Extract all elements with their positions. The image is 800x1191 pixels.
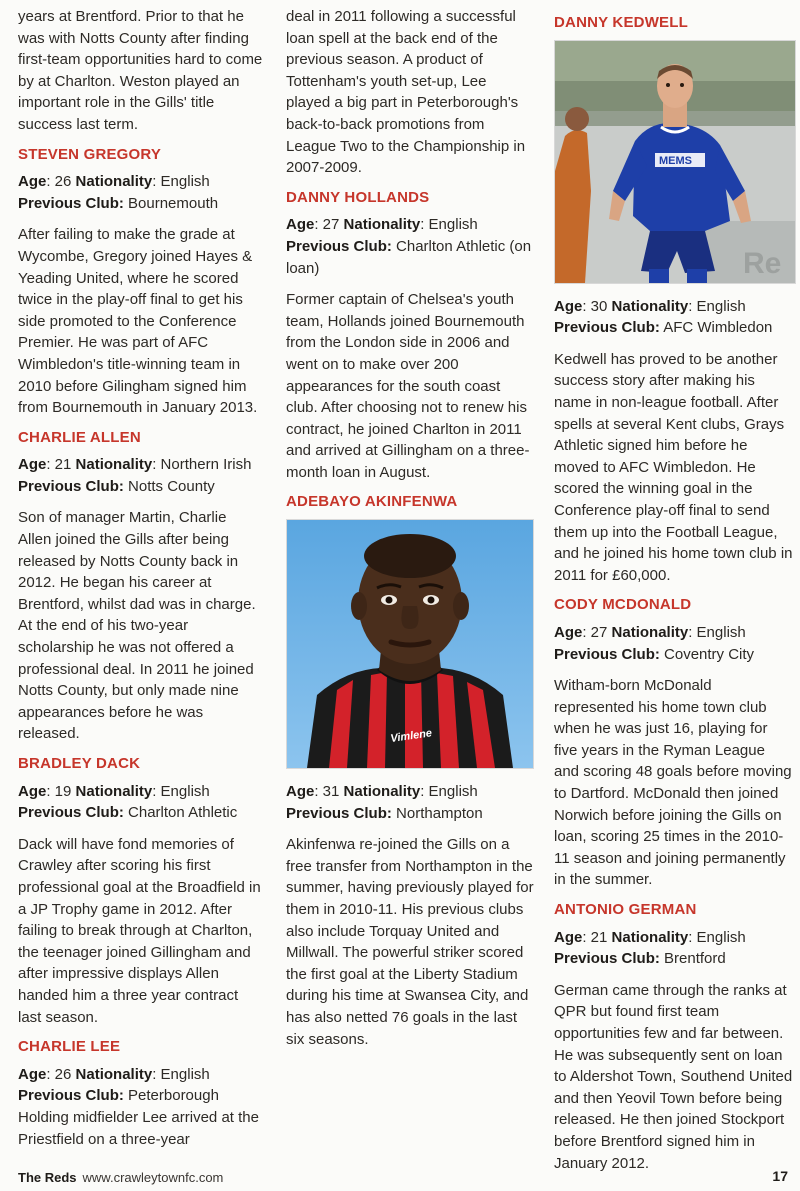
player-name: BRADLEY DACK [18, 755, 141, 772]
previous-club-value: Northampton [391, 804, 483, 822]
age-label: Age [286, 783, 315, 801]
player-profile-antonio-german [554, 899, 794, 1174]
previous-club-value: Peterborough [123, 1087, 219, 1105]
player-bio: Akinfenwa re-joined the Gills on a free transfer from Northampton in the summer, having previously played for them in 2010-11. His previous clubs also include Torquay United and Millwall. The powerful striker scored the first goal at the Liberty Stadium during his time at Swansea City, and has also netted 76 goals in the last six seasons. [286, 836, 534, 1048]
background-signage-text: Re [743, 246, 782, 280]
player-profile-steven-gregory [18, 144, 263, 419]
age-value: : 31 [314, 783, 344, 801]
article-column-3 [554, 6, 794, 1182]
age-value: : 30 [582, 297, 612, 315]
previous-club-value: AFC Wimbledon [659, 319, 773, 337]
nationality-label: Nationality [75, 1065, 153, 1083]
player-name: DANNY KEDWELL [554, 14, 688, 31]
previous-club-value: Charlton Athletic (on loan) [286, 237, 532, 277]
previous-club-label: Previous Club: [18, 194, 124, 212]
player-name: DANNY HOLLANDS [286, 188, 430, 206]
player-stats [554, 927, 794, 970]
player-profile-danny-hollands [286, 187, 534, 484]
continued-text: deal in 2011 following a successful loan spell at the back end of the previous season. A product of Tottenham's youth set-up, Lee played a big part in Peterborough's back-to-back promotions from League Two to the Championship in 2007-2009. [286, 8, 526, 177]
player-name: ANTONIO GERMAN [554, 901, 697, 919]
player-stats [554, 622, 794, 665]
previous-club-value: Charlton Athletic [123, 804, 238, 822]
player-bio: Witham-born McDonald represented his home town club when he was just 16, playing for five years in the Ryman League and scoring 48 goals before moving to Dartford. McDonald then joined Norwich before joining the Gills on loan, scoring 25 times in the 2010-11 season and joining permanently in the summer. [554, 677, 792, 889]
nationality-value: : English [688, 928, 746, 946]
nationality-value: : English [420, 216, 478, 234]
age-value: : 26 [46, 173, 76, 191]
age-value: : 21 [46, 456, 76, 474]
nationality-label: Nationality [75, 782, 153, 800]
akinfenwa-illustration [287, 520, 533, 768]
shirt-sponsor-text: MEMS [659, 154, 692, 167]
player-stats [286, 214, 534, 279]
previous-club-value: Bournemouth [123, 194, 219, 212]
nationality-value: : English [420, 783, 478, 801]
nationality-label: Nationality [75, 456, 153, 474]
page-footer [18, 1170, 223, 1185]
player-stats [18, 454, 263, 497]
nationality-label: Nationality [343, 783, 421, 801]
player-stats [286, 781, 534, 824]
previous-club-value: Coventry City [659, 645, 755, 663]
player-photo-kedwell [554, 40, 796, 284]
player-bio: German came through the ranks at QPR but found first team opportunities few and far between. He was subsequently sent on loan to Aldershot Town, Southend United and then Yeovil Town before being released. He then joined Stockport before Brentford signed him in January 2012. [554, 981, 793, 1172]
age-value: : 27 [314, 216, 344, 234]
article-column-2 [286, 6, 534, 1058]
player-bio: Son of manager Martin, Charlie Allen joined the Gills after being released by Notts County back in 2012. He began his career at Brentford, whilst dad was in charge. At the end of his two-year scholarship he was not offered a professional deal. In 2011 he joined Notts County, but only made nine appearances before he was released. [18, 509, 256, 743]
nationality-value: : English [152, 1065, 210, 1083]
player-profile-adebayo-akinfenwa [286, 491, 534, 1050]
player-name: CODY MCDONALD [554, 596, 692, 614]
previous-club-label: Previous Club: [554, 645, 660, 663]
kedwell-illustration [555, 41, 795, 283]
nationality-value: : English [152, 782, 210, 800]
footer-brand: The Reds [18, 1170, 77, 1185]
nationality-value: : English [152, 173, 210, 191]
player-bio: Dack will have fond memories of Crawley after scoring his first professional goal at the Broadfield in a JP Trophy game in 2012. After failing to break through at Charlton, the teenager joined Gillingham and after impressive displays Allen handed him a three year contract last season. [18, 835, 261, 1026]
player-stats [18, 1064, 263, 1107]
age-label: Age [18, 1065, 47, 1083]
shirt-sponsor-text: Vimlene [389, 727, 433, 746]
age-label: Age [554, 297, 583, 315]
age-label: Age [554, 623, 583, 641]
age-label: Age [18, 173, 47, 191]
player-profile-charlie-allen [18, 427, 263, 745]
player-photo-akinfenwa [286, 519, 534, 769]
previous-club-value: Brentford [659, 950, 726, 968]
nationality-label: Nationality [343, 216, 421, 234]
player-bio: After failing to make the grade at Wycombe, Gregory joined Hayes & Yeading United, where he scored twice in the play-off final to get his side promoted to the Conference Premier. He was part of AFC Wimbledon's title-winning team in 2010 before Gilingham signed him from Bournemouth in January 2013. [18, 226, 258, 417]
player-stats [554, 296, 794, 339]
previous-club-label: Previous Club: [286, 237, 392, 255]
article-column-1 [18, 6, 263, 1158]
nationality-value: : Northern Irish [152, 456, 252, 474]
previous-club-label: Previous Club: [18, 477, 124, 495]
previous-club-label: Previous Club: [18, 1087, 124, 1105]
player-name: ADEBAYO AKINFENWA [286, 493, 458, 511]
player-stats [18, 171, 263, 214]
player-profile-cody-mcdonald [554, 594, 794, 891]
player-bio: Former captain of Chelsea's youth team, Hollands joined Bournemouth from the London side in 2006 and went on to make over 200 appearances for the south coast club. After choosing not to renew his contract, he joined Charlton in 2011 and arrived at Gillingham on a three-month loan in August. [286, 291, 530, 481]
previous-club-label: Previous Club: [18, 804, 124, 822]
player-stats [18, 781, 263, 824]
previous-club-value: Notts County [123, 477, 215, 495]
nationality-value: : English [688, 297, 746, 315]
nationality-label: Nationality [611, 623, 689, 641]
age-label: Age [18, 456, 47, 474]
player-profile-bradley-dack [18, 753, 263, 1028]
nationality-value: : English [688, 623, 746, 641]
footer-url: www.crawleytownfc.com [82, 1170, 224, 1185]
player-profile-charlie-lee [18, 1036, 263, 1150]
age-value: : 19 [46, 782, 76, 800]
player-name: STEVEN GREGORY [18, 145, 162, 163]
page-number: 17 [772, 1168, 788, 1184]
continued-text: years at Brentford. Prior to that he was with Notts County after finding first-team opportunities hard to come by at Charlton. Weston played an important role in the Gills' title success last term. [18, 8, 263, 133]
previous-club-label: Previous Club: [554, 319, 660, 337]
player-bio: Kedwell has proved to be another success story after making his name in non-league football. After spells at several Kent clubs, Grays Athletic signed him before he moved to AFC Wimbledon. He scored the winning goal in the Conference play-off final to send them up into the Football League, and he joined his home town club in 2011 for £60,000. [554, 350, 793, 584]
player-profile-danny-kedwell [554, 12, 794, 586]
age-label: Age [286, 216, 315, 234]
nationality-label: Nationality [75, 173, 153, 191]
age-label: Age [554, 928, 583, 946]
player-bio: Holding midfielder Lee arrived at the Priestfield on a three-year [18, 1108, 259, 1148]
age-value: : 27 [582, 623, 612, 641]
nationality-label: Nationality [611, 297, 689, 315]
age-value: : 26 [46, 1065, 76, 1083]
age-label: Age [18, 782, 47, 800]
previous-club-label: Previous Club: [286, 804, 392, 822]
player-name: CHARLIE ALLEN [18, 428, 141, 446]
player-name: CHARLIE LEE [18, 1038, 121, 1056]
age-value: : 21 [582, 928, 612, 946]
previous-club-label: Previous Club: [554, 950, 660, 968]
nationality-label: Nationality [611, 928, 689, 946]
